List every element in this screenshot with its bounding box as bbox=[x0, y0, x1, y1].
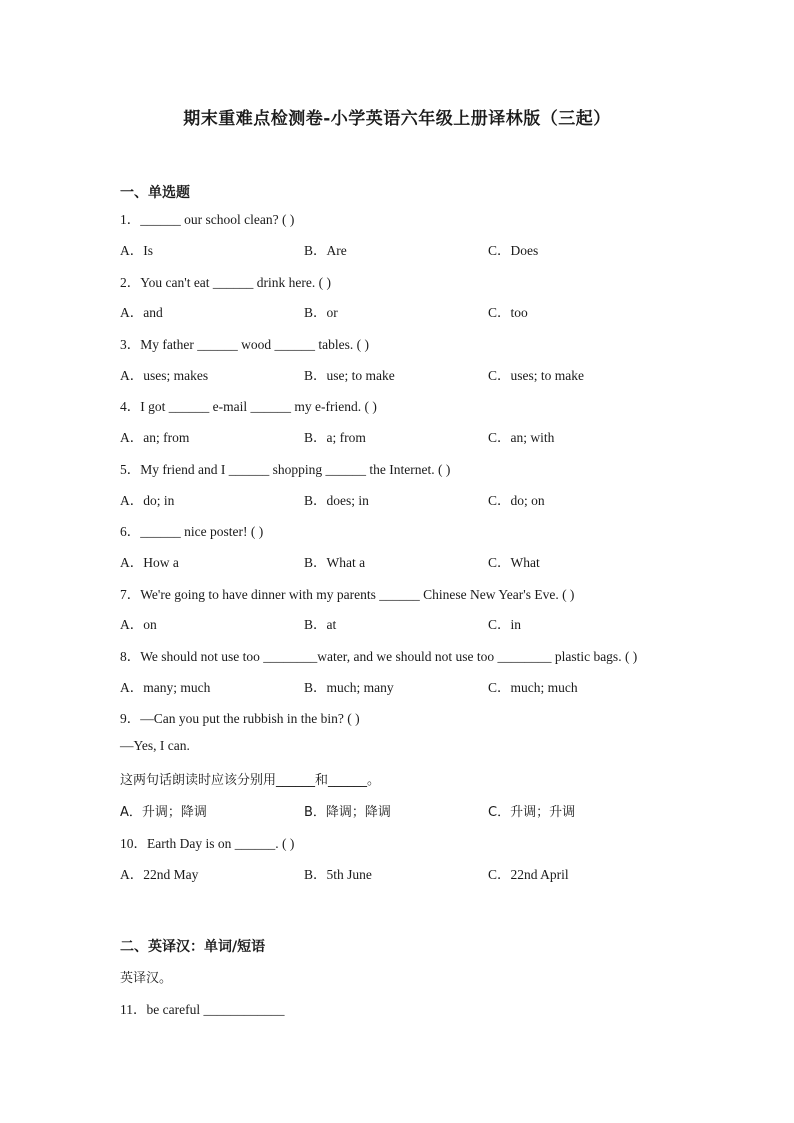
option-5-c: C．do; on bbox=[488, 493, 545, 508]
option-3-b: B．use; to make bbox=[304, 368, 395, 383]
option-10-a: A．22nd May bbox=[120, 867, 199, 882]
option-2-c: C．too bbox=[488, 305, 528, 320]
page-title: 期末重难点检测卷-小学英语六年级上册译林版（三起） bbox=[183, 109, 611, 129]
option-1-b: B．Are bbox=[304, 243, 347, 258]
option-7-c: C．in bbox=[488, 617, 522, 632]
option-6-b: B．What a bbox=[304, 555, 366, 570]
question-4: 4．I got ______ e-mail ______ my e-friend. ( ) bbox=[120, 399, 377, 414]
question-3: 3．My father ______ wood ______ tables. ( ) bbox=[120, 337, 369, 352]
option-5-a: A．do; in bbox=[120, 493, 175, 508]
question-11: 11．be careful ____________ bbox=[120, 1002, 285, 1017]
option-4-a: A．an; from bbox=[120, 430, 190, 445]
option-8-c: C．much; much bbox=[488, 680, 578, 695]
option-1-a: A．Is bbox=[120, 243, 153, 258]
section-heading-translation: 二、英译汉：单词/短语 bbox=[120, 939, 266, 955]
option-9-b: B．降调；降调 bbox=[304, 805, 391, 820]
option-10-b: B．5th June bbox=[304, 867, 372, 882]
option-8-a: A．many; much bbox=[120, 680, 211, 695]
option-2-b: B．or bbox=[304, 305, 338, 320]
question-2: 2．You can't eat ______ drink here. ( ) bbox=[120, 275, 332, 290]
question-6: 6．______ nice poster! ( ) bbox=[120, 524, 264, 539]
question-5: 5．My friend and I ______ shopping ______ the Internet. ( ) bbox=[120, 462, 451, 477]
question-9-prompt: 这两句话朗读时应该分别用______和______。 bbox=[120, 773, 381, 788]
option-2-a: A．and bbox=[120, 305, 163, 320]
option-9-a: A．升调；降调 bbox=[120, 805, 207, 820]
option-6-c: C．What bbox=[488, 555, 540, 570]
section-heading-single-choice: 一、单选题 bbox=[120, 185, 190, 201]
option-4-c: C．an; with bbox=[488, 430, 555, 445]
option-9-c: C．升调；升调 bbox=[488, 805, 576, 820]
section-instruction: 英译汉。 bbox=[120, 971, 173, 986]
question-9: 9．—Can you put the rubbish in the bin? ( ) bbox=[120, 711, 360, 726]
option-1-c: C．Does bbox=[488, 243, 539, 258]
option-10-c: C．22nd April bbox=[488, 867, 569, 882]
option-5-b: B．does; in bbox=[304, 493, 369, 508]
question-10: 10．Earth Day is on ______. ( ) bbox=[120, 836, 295, 851]
question-1: 1．______ our school clean? ( ) bbox=[120, 212, 295, 227]
option-7-a: A．on bbox=[120, 617, 157, 632]
option-8-b: B．much; many bbox=[304, 680, 394, 695]
option-3-a: A．uses; makes bbox=[120, 368, 209, 383]
question-9-reply: —Yes, I can. bbox=[120, 738, 190, 753]
question-8: 8．We should not use too ________water, and we should not use too ________ plastic bags. ( ) bbox=[120, 649, 638, 664]
option-7-b: B．at bbox=[304, 617, 337, 632]
option-3-c: C．uses; to make bbox=[488, 368, 584, 383]
question-7: 7．We're going to have dinner with my parents ______ Chinese New Year's Eve. ( ) bbox=[120, 587, 575, 602]
option-6-a: A．How a bbox=[120, 555, 179, 570]
option-4-b: B．a; from bbox=[304, 430, 366, 445]
